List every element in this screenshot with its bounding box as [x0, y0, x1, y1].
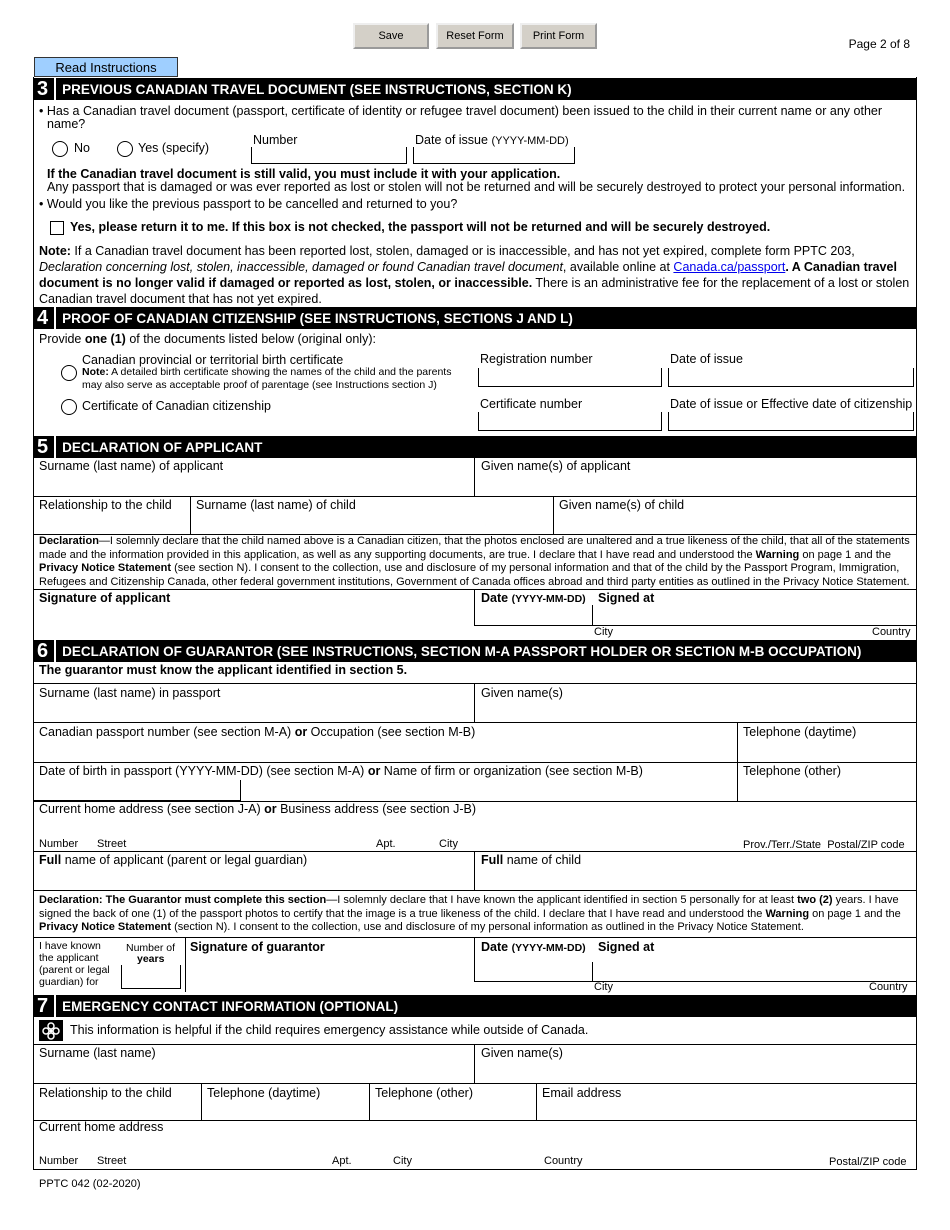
- s6-dob-input[interactable]: [33, 780, 241, 801]
- s6-country-label: Country: [869, 981, 908, 993]
- s6-signature-label: Signature of guarantor: [190, 940, 325, 954]
- s6-city-label-2: City: [594, 981, 613, 993]
- s6-street-label: Street: [97, 838, 127, 850]
- s4-citizenship-cert-radio[interactable]: [61, 399, 77, 415]
- s6-city-label: City: [439, 838, 458, 850]
- s4-date-eff-label: Date of issue or Effective date of citizenship: [670, 397, 913, 411]
- s7-postal-label: Postal/ZIP code: [829, 1156, 907, 1168]
- s6-number-label: Number: [39, 838, 79, 850]
- s3-damaged-note: Any passport that is damaged or was ever reported as lost or stolen will not be returned and will be securely destroyed to protect your personal information.: [47, 180, 906, 194]
- s3-question-1: • Has a Canadian travel document (passport, certificate of identity or refugee travel document) been issued to the child in their current name or any other: [39, 104, 883, 118]
- s3-number-label: Number: [253, 133, 298, 147]
- s6-full-child-label: Full name of child: [481, 853, 582, 867]
- s4-birth-cert-radio[interactable]: [61, 365, 77, 381]
- s6-surname-label: Surname (last name) in passport: [39, 686, 221, 700]
- s3-question-1-cont: name?: [47, 117, 86, 131]
- save-button[interactable]: Save: [353, 23, 429, 49]
- s3-yes-label: Yes (specify): [138, 141, 210, 155]
- s3-no-label: No: [74, 141, 90, 155]
- s4-cert-no-label: Certificate number: [480, 397, 583, 411]
- s4-opt1-note: Note: A detailed birth certificate showing the names of the child and the parents may also serve as acceptable proof of parentage (see Instructions section J): [82, 366, 452, 391]
- s5-date-input[interactable]: [475, 607, 592, 625]
- s4-reg-no-input[interactable]: [478, 368, 662, 387]
- s3-note: Note: If a Canadian travel document has been reported lost, stolen, damaged or is inaccessible, and has not yet expired, complete form PPTC 203, Declaration concerning lost, stolen, inaccessible, damaged or found Canadian travel document, available online at Canada.ca/passport. A Canadian travel document is no longer valid if damaged or reported as lost, stolen, or inaccessible. There is an administrative fee for the replacement of a lost or stolen Canadian travel document that has not yet expired.: [39, 244, 910, 306]
- s7-tel-day-label: Telephone (daytime): [207, 1086, 321, 1100]
- form-footer-code: PPTC 042 (02-2020): [39, 1178, 141, 1190]
- s6-address-label: Current home address (see section J-A) or Business address (see section J-B): [39, 802, 476, 816]
- section-4-header: 4 PROOF OF CANADIAN CITIZENSHIP (SEE INSTRUCTIONS, SECTIONS J AND L): [33, 307, 917, 329]
- s4-date-eff-input[interactable]: [668, 412, 914, 431]
- reset-form-button[interactable]: Reset Form: [436, 23, 514, 49]
- s7-email-label: Email address: [542, 1086, 622, 1100]
- section-3-header: 3 PREVIOUS CANADIAN TRAVEL DOCUMENT (SEE INSTRUCTIONS, SECTION K): [33, 78, 917, 100]
- s6-known-label: I have known the applicant (parent or legal guardian) for: [39, 940, 110, 988]
- s7-apt-label: Apt.: [332, 1155, 352, 1167]
- section-6-header: 6 DECLARATION OF GUARANTOR (SEE INSTRUCTIONS, SECTION M-A PASSPORT HOLDER OR SECTION M-B OCCUPATION): [33, 640, 917, 662]
- s5-given-app-label: Given name(s) of applicant: [481, 459, 631, 473]
- s7-street-label: Street: [97, 1155, 127, 1167]
- s5-signed-at-label: Signed at: [598, 591, 655, 605]
- read-instructions-button[interactable]: Read Instructions: [34, 57, 178, 77]
- s6-dob-label: Date of birth in passport (YYYY-MM-DD) (see section M-A) or Name of firm or organization (see section M-B): [39, 764, 643, 778]
- s7-country-label: Country: [544, 1155, 583, 1167]
- s3-return-label: Yes, please return it to me. If this box is not checked, the passport will not be returned and will be securely destroyed.: [70, 220, 771, 234]
- s6-years-label: years: [137, 953, 165, 965]
- s3-date-input[interactable]: [413, 147, 575, 164]
- s4-opt2-label: Certificate of Canadian citizenship: [82, 399, 271, 413]
- s3-question-2: • Would you like the previous passport to be cancelled and returned to you?: [39, 197, 458, 211]
- s4-date-issue-input[interactable]: [668, 368, 914, 387]
- page-number: Page 2 of 8: [848, 37, 910, 51]
- s6-tel-other-label: Telephone (other): [743, 764, 841, 778]
- s5-country-label: Country: [872, 626, 911, 638]
- s7-address-label: Current home address: [39, 1120, 164, 1134]
- print-form-button[interactable]: Print Form: [520, 23, 597, 49]
- s7-tel-other-label: Telephone (other): [375, 1086, 473, 1100]
- s5-surname-child-label: Surname (last name) of child: [196, 498, 356, 512]
- section-7-header: 7 EMERGENCY CONTACT INFORMATION (OPTIONAL): [33, 995, 917, 1017]
- s3-no-radio[interactable]: [52, 141, 68, 157]
- s6-declaration: Declaration: The Guarantor must complete this section—I solemnly declare that I have known the applicant identified in section 5 personally for at least two (2) years. I have signed the back of one (1) of the passport photos to certify that the image is a true likeness of the child. I declare that I have read and understood the Warning on page 1 and the Privacy Notice Statement (section N). I consent to the collection, use and disclosure of my personal information as outlined in the Privacy Notice Statement.: [39, 894, 901, 933]
- s6-prov-postal-label: Prov./Terr./State Postal/ZIP code: [743, 839, 905, 851]
- s6-full-app-label: Full name of applicant (parent or legal guardian): [39, 853, 308, 867]
- s6-signed-at-label: Signed at: [598, 940, 655, 954]
- s4-cert-no-input[interactable]: [478, 412, 662, 431]
- s6-date-input[interactable]: [475, 963, 592, 981]
- s4-provide: Provide one (1) of the documents listed below (original only):: [39, 332, 376, 346]
- s3-valid-note: If the Canadian travel document is still valid, you must include it with your application.: [47, 167, 561, 181]
- s3-number-input[interactable]: [251, 147, 407, 164]
- passport-link[interactable]: Canada.ca/passport: [673, 260, 786, 274]
- emergency-icon: [39, 1020, 63, 1041]
- s3-date-label: Date of issue (YYYY-MM-DD): [415, 133, 569, 147]
- s5-relationship-label: Relationship to the child: [39, 498, 172, 512]
- s6-apt-label: Apt.: [376, 838, 396, 850]
- s7-city-label: City: [393, 1155, 412, 1167]
- s7-number-label: Number: [39, 1155, 79, 1167]
- s4-date-issue-label: Date of issue: [670, 352, 743, 366]
- s4-opt1-label: Canadian provincial or territorial birth certificate: [82, 353, 344, 367]
- s3-yes-radio[interactable]: [117, 141, 133, 157]
- s5-city-label: City: [594, 626, 613, 638]
- s6-tel-day-label: Telephone (daytime): [743, 725, 857, 739]
- s5-date-label: Date (YYYY-MM-DD): [481, 591, 586, 605]
- s5-surname-app-label: Surname (last name) of applicant: [39, 459, 224, 473]
- s7-given-label: Given name(s): [481, 1046, 563, 1060]
- s6-years-input[interactable]: [121, 965, 181, 989]
- s6-given-label: Given name(s): [481, 686, 563, 700]
- s4-reg-no-label: Registration number: [480, 352, 593, 366]
- section-5-header: 5 DECLARATION OF APPLICANT: [33, 436, 917, 458]
- s5-declaration: Declaration—I solemnly declare that the child named above is a Canadian citizen, that the photos enclosed are unaltered and a true likeness of the child, that all of the statements made and the information provided in this application, as well as any supporting documents, are true. I declare that I have read and understood the Warning on page 1 and the Privacy Notice Statement (see section N). I consent to the collection, use and disclosure of my personal information and that of the child by the Passport Program, Immigration, Refugees and Citizenship Canada, other federal government institutions, Government of Canada offices abroad and third party entities as outlined in the Privacy Notice Statement.: [39, 535, 910, 588]
- s6-date-label: Date (YYYY-MM-DD): [481, 940, 586, 954]
- s5-given-child-label: Given name(s) of child: [559, 498, 685, 512]
- s7-info: This information is helpful if the child requires emergency assistance while outside of Canada.: [70, 1023, 589, 1037]
- s6-number-of-label: Number of: [126, 942, 176, 954]
- s6-passport-label: Canadian passport number (see section M-A) or Occupation (see section M-B): [39, 725, 476, 739]
- s5-signature-label: Signature of applicant: [39, 591, 171, 605]
- s7-relationship-label: Relationship to the child: [39, 1086, 172, 1100]
- s7-surname-label: Surname (last name): [39, 1046, 156, 1060]
- s3-return-checkbox[interactable]: [50, 221, 64, 235]
- s6-must-know: The guarantor must know the applicant identified in section 5.: [39, 663, 408, 677]
